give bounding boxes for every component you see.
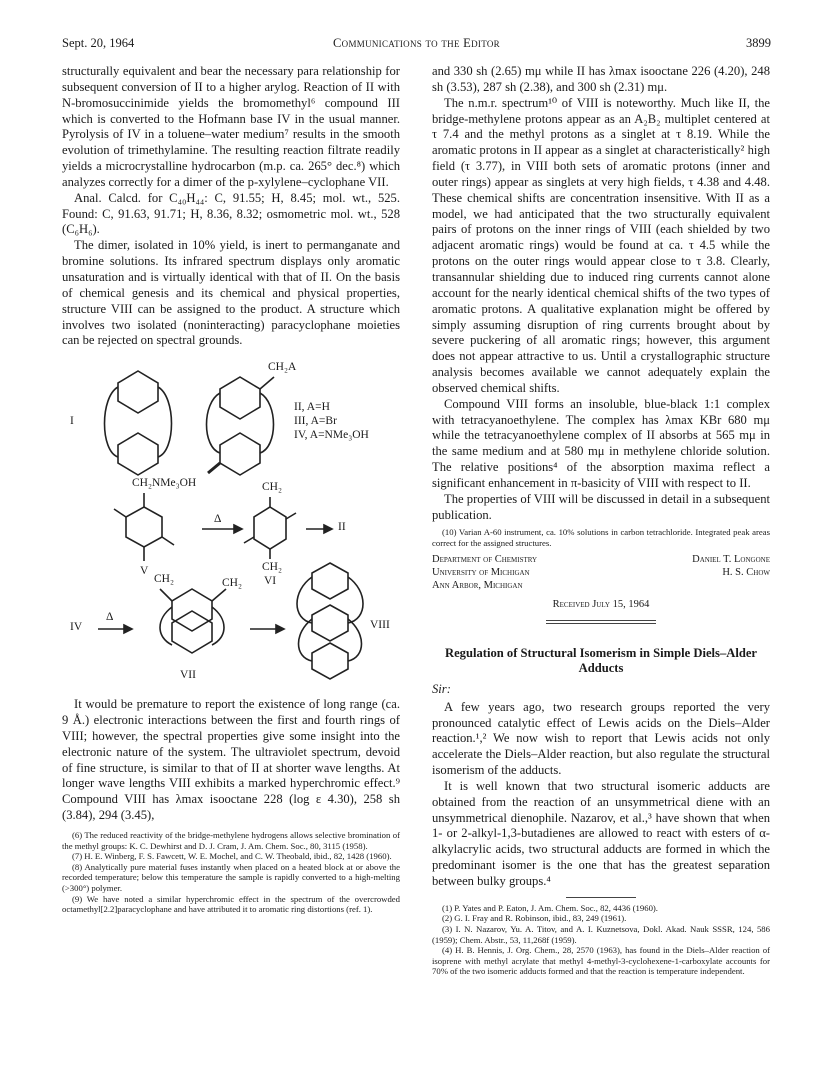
label-compound-VI: VI bbox=[264, 575, 277, 588]
right-paragraph-properties: The properties of VIII will be discussed in detail in a subsequent publication. bbox=[432, 491, 770, 522]
structure-VII bbox=[160, 589, 226, 653]
affiliation-university: University of Michigan bbox=[432, 566, 530, 578]
label-compound-V: V bbox=[140, 565, 149, 578]
author-longone: Daniel T. Longone bbox=[692, 553, 770, 565]
right-paragraph-complex: Compound VIII forms an insoluble, blue-black 1:1 complex with tetracyanoethylene. The complex has λmax KBr 680 mμ while the tetracyanoethylene complex of II absorbs at 565 mμ in the same medium and at 580 mμ in methylene chloride solution. The relative positions⁴ of the absorption maxima reflect a significant enhancement in π-basicity of VIII with respect to II. bbox=[432, 396, 770, 490]
footnote-10-block bbox=[432, 527, 770, 548]
legend-III: III, A=Br bbox=[294, 415, 337, 428]
label-ch2-b: CH₂ bbox=[222, 577, 242, 590]
structure-II bbox=[207, 377, 275, 475]
header-date: Sept. 20, 1964 bbox=[62, 36, 135, 50]
left-paragraph-3: The dimer, isolated in 10% yield, is inert to permanganate and bromine solutions. Its infrared spectrum displays only aromatic unsaturation and is virtually identical with that of II. On the basis of chemical genesis and its chemical and physical properties, structure VIII can be assigned to the product. A structure which involves two isolated (noninteracting) paracyclophane moieties can be rejected on spectral grounds. bbox=[62, 238, 400, 348]
salutation: Sir: bbox=[432, 681, 451, 696]
structure-I bbox=[105, 371, 172, 475]
affiliation-block bbox=[432, 553, 770, 595]
ref-4: (4) H. B. Hennis, J. Org. Chem., 28, 2570 (1963), has found in the Diels–Alder reaction of isoprene with methyl acrylate that methyl 4-methyl-3-cyclohexene-1-carboxylate accounts for 70% of the two isomeric adducts formed and that the reaction is temperature independent. bbox=[432, 945, 770, 977]
affiliation-department: Department of Chemistry bbox=[432, 553, 538, 565]
left-paragraph-4: It would be premature to report the existence of long range (ca. 9 Å.) electronic interactions between the first and fourth rings of VIII; however, the spectral properties give some insight into the electronic nature of the system. The ultraviolet spectrum, devoid of fine structure, is similar to that of II at shorter wave lengths. At longer wave lengths VIII exhibits a marked hyperchromic effect.⁹ Compound VIII has λmax isooctane 228 (log ε 4.30), 258 sh (3.84), 294 (3.45), bbox=[62, 697, 400, 823]
right-paragraph-1: and 330 sh (2.65) mμ while II has λmax isooctane 226 (4.20), 248 sh (3.53), 287 sh (2.38), and 300 sh (2.31) mμ. bbox=[432, 64, 770, 94]
footnote-10: (10) Varian A-60 instrument, ca. 10% solutions in carbon tetrachloride. Integrated peak areas correct for the assigned structures. bbox=[432, 527, 770, 549]
article-title: Regulation of Structural Isomerism in Simple Diels–Alder Adducts bbox=[444, 645, 758, 675]
right-paragraph-isomers: It is well known that two structural isomeric adducts are obtained from the reaction of an unsymmetrical diene with an unsymmetrical dienophile. Nazarov, et al.,³ have shown that when 1- or 2-alkyl-1,3-butadienes are allowed to react with esters of α-alkylacrylic acids, two structural adducts are formed in which the predominant isomer is the one that has the greatest separation between bulky groups.⁴ bbox=[432, 778, 770, 888]
footnote-6: (6) The reduced reactivity of the bridge-methylene hydrogens allows selective bromination of the methyl groups: K. C. Dewhirst and D. J. Cram, J. Am. Chem. Soc., 80, 3115 (1958). bbox=[62, 829, 400, 851]
legend-IV: IV, A=NMe₃OH bbox=[294, 429, 369, 442]
label-compound-I: I bbox=[70, 415, 74, 428]
right-paragraph-nmr: The n.m.r. spectrum¹⁰ of VIII is noteworthy. Much like II, the bridge-methylene protons appear as an A₂B₂ multiplet centered at τ 7.4 and the methyl protons as a singlet at τ 8.19. While the aromatic protons in II appear as a singlet at characteristically² high field (τ 3.77), in VIII both sets of aromatic protons (inner and outer rings) appear as singlets at very high fields, τ 4.38 and 4.48. These chemical shifts are concentration insensitive. With II as a model, we had anticipated that the two structurally equivalent pairs of protons on the inner rings of VIII (each shielded by two adjacent aromatic rings) would be found at ca. τ 4.5 while the protons on the outer rings would appear close to τ 3.8. Clearly, transannular shielding due to induced ring currents cannot alone account for the nearly identical chemical shifts of the two types of aromatic protons. A qualitative explanation might be offered by simply assuming disruption of ring currents brought about by severe puckering of all aromatic rings; however, this argument does not appear attractive to us. Until a crystallographic structure analysis becomes available we cannot adequately explain the observed chemical shifts. bbox=[432, 95, 770, 395]
structure-V bbox=[114, 493, 174, 561]
label-to-II: II bbox=[338, 521, 346, 534]
right-paragraph-lewis: A few years ago, two research groups reported the very pronounced catalytic effect of Lewis acids on the Diels–Alder reaction.¹,² We now wish to report that Lewis acids not only accelerate the Diels–Alder reaction, but also regulate the structural isomerism of the adducts. bbox=[432, 699, 770, 778]
structure-VI bbox=[244, 497, 296, 559]
label-heat-2: Δ bbox=[106, 611, 114, 624]
right-column bbox=[432, 64, 770, 977]
label-compound-IV: IV bbox=[70, 621, 83, 634]
ref-2: (2) G. I. Fray and R. Robinson, ibid., 83, 249 (1961). bbox=[442, 913, 627, 924]
affiliation bbox=[432, 553, 537, 592]
footnote-rule bbox=[566, 897, 636, 898]
label-ch2-a: CH₂ bbox=[154, 573, 174, 586]
footnote-9: (9) We have noted a similar hyperchromic effect in the spectrum of the overcrowded octamethyl[2.2]paracyclophane and have attributed it to aromatic ring distortions (ref. 1). bbox=[62, 893, 400, 915]
affiliation-city: Ann Arbor, Michigan bbox=[432, 579, 523, 591]
label-compound-VIII: VIII bbox=[370, 619, 390, 632]
footnote-7: (7) H. E. Winberg, F. S. Fawcett, W. E. Mochel, and C. W. Theobald, ibid., 82, 1428 (1960). bbox=[72, 851, 392, 862]
label-ch2-bottom: CH₂ bbox=[262, 561, 282, 574]
author-chow: H. S. Chow bbox=[722, 566, 770, 578]
reaction-scheme-drawing bbox=[62, 357, 400, 697]
ref-1: (1) P. Yates and P. Eaton, J. Am. Chem. Soc., 82, 4436 (1960). bbox=[442, 902, 658, 913]
label-heat-1: Δ bbox=[214, 513, 222, 526]
label-compound-VII: VII bbox=[180, 669, 196, 682]
footnote-8: (8) Analytically pure material fuses instantly when placed on a heated block at or above the recorded temperature; below this temperature the sample is rapidly converted to a high-melting (>300°) polymer. bbox=[62, 861, 400, 893]
section-divider bbox=[546, 620, 656, 624]
left-paragraph-1: structurally equivalent and bear the necessary para relationship for subsequent conversion of II to a higher arylog. Reaction of II with N-bromosuccinimide yields the bromomethyl⁶ compound III which is converted to the Hofmann base IV in the usual manner. Pyrolysis of IV in a toluene–water medium⁷ results in the smooth evolution of trimethylamine. The resulting reaction filtrate readily yields a microcrystalline hydrocarbon (m.p. ca. 265° dec.⁸) which analyzes correctly for a dimer of the p-xylylene–cyclophane VII. bbox=[62, 64, 400, 189]
authors bbox=[692, 553, 770, 579]
legend-II: II, A=H bbox=[294, 401, 330, 414]
label-ch2-top: CH₂ bbox=[262, 481, 282, 494]
left-paragraph-analysis: Anal. Calcd. for C₄₀H₄₄: C, 91.55; H, 8.45; mol. wt., 525. Found: C, 91.63, 91.71; H, 8.36, 8.32; osmometric mol. wt., 528 (C₆H₆). bbox=[62, 190, 400, 237]
left-footnotes bbox=[62, 830, 400, 915]
label-ch2a: CH₂A bbox=[268, 361, 297, 374]
header-section: Communications to the Editor bbox=[333, 36, 500, 50]
label-v-substituent: CH₂NMe₃OH bbox=[132, 477, 197, 490]
structure-VIII bbox=[297, 563, 363, 679]
left-column bbox=[62, 64, 400, 915]
header-page-number: 3899 bbox=[746, 36, 771, 50]
right-footnotes bbox=[432, 903, 770, 977]
ref-3: (3) I. N. Nazarov, Yu. A. Titov, and A. I. Kuznetsova, Dokl. Akad. Nauk SSSR, 124, 586 (1959); Chem. Abstr., 53, 11,268f (1959). bbox=[432, 923, 770, 945]
received-date: Received July 15, 1964 bbox=[552, 598, 650, 610]
running-header bbox=[62, 36, 771, 54]
reaction-scheme bbox=[62, 357, 400, 697]
